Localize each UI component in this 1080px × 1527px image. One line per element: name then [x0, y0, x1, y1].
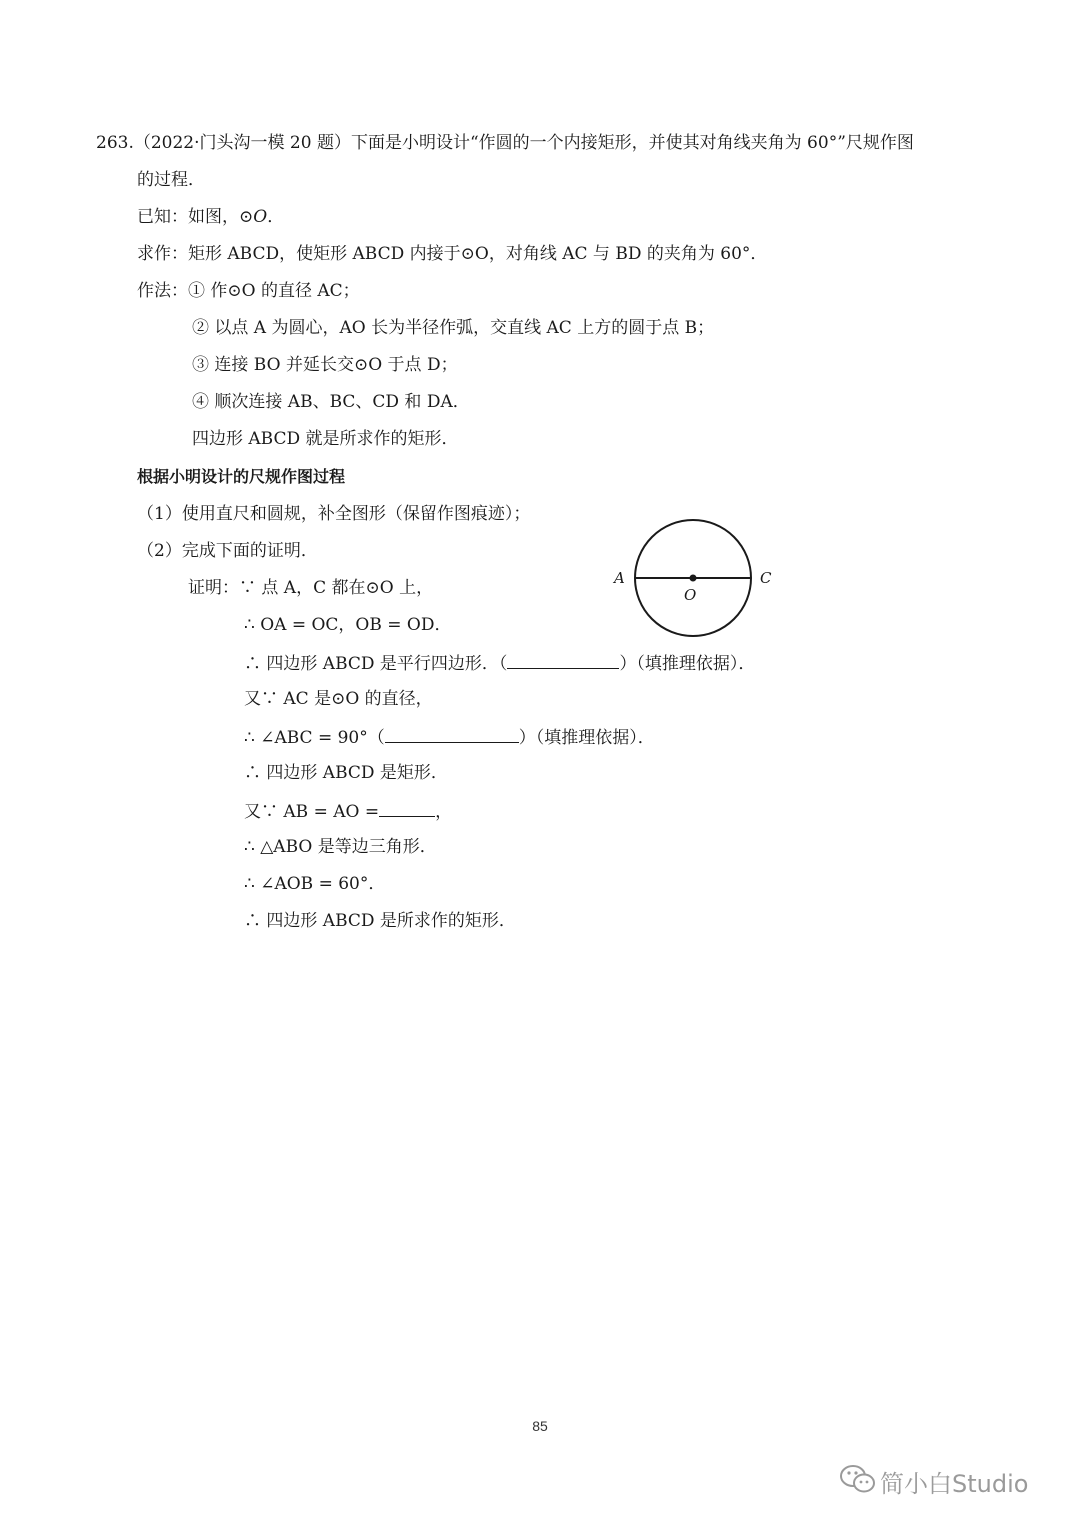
question-1: （1）使用直尺和圆规，补全图形（保留作图痕迹）； [137, 504, 531, 524]
method-conclusion: 四边形 ABCD 就是所求作的矩形． [192, 429, 459, 449]
proof-line-1: 证明：∵ 点 A，C 都在⊙O 上， [188, 578, 434, 598]
label-o: O [684, 586, 697, 604]
problem-intro-a: 下面是小明设计“作圆的一个内接矩形，并使其对角线夹角为 60°”尺规作图 [350, 133, 914, 153]
center-point [690, 575, 697, 582]
problem-line-1 [96, 131, 914, 155]
proof-line-4: 又∵ AC 是⊙O 的直径， [244, 689, 433, 709]
goal-line: 求作：矩形 ABCD，使矩形 ABCD 内接于⊙O，对角线 AC 与 BD 的夹角为 60°． [137, 244, 768, 264]
problem-number: 263. [96, 133, 134, 153]
method-step-3: ③ 连接 BO 并延长交⊙O 于点 D； [192, 355, 458, 375]
watermark [838, 1460, 1058, 1500]
proof-line-9: ∴ ∠AOB = 60°． [244, 874, 386, 894]
proof-line-2: ∴ OA = OC，OB = OD． [244, 615, 452, 635]
method-step-2: ② 以点 A 为圆心，AO 长为半径作弧，交直线 AC 上方的圆于点 B； [192, 318, 715, 338]
page-number: 85 [532, 1418, 548, 1434]
known-line: 已知：如图，⊙O． [137, 207, 285, 227]
label-c: C [760, 569, 772, 587]
problem-line-2: 的过程． [137, 170, 205, 190]
proof-line-6: ∴ 四边形 ABCD 是矩形． [244, 763, 448, 783]
answer-blank-3[interactable] [379, 798, 435, 817]
proof-line-5: ∴ ∠ABC = 90°（ ）（填推理依据）． [244, 724, 655, 750]
method-step-1: 作法：① 作⊙O 的直径 AC； [137, 281, 360, 301]
question-2: （2）完成下面的证明． [137, 541, 318, 561]
problem-source: （2022·门头沟一模 20 题） [133, 133, 351, 153]
proof-line-8: ∴ △ABO 是等边三角形． [244, 837, 437, 857]
circle-figure [600, 510, 800, 650]
method-label: 作法： [137, 281, 188, 301]
label-a: A [614, 569, 625, 587]
proof-line-7: 又∵ AB = AO = ， [244, 798, 452, 824]
proof-line-10: ∴ 四边形 ABCD 是所求作的矩形． [244, 911, 516, 931]
answer-blank-1[interactable] [507, 650, 619, 669]
answer-blank-2[interactable] [385, 724, 519, 743]
proof-line-3: ∴ 四边形 ABCD 是平行四边形．（ ）（填推理依据）． [244, 650, 755, 676]
method-step-4: ④ 顺次连接 AB、BC、CD 和 DA． [192, 392, 470, 412]
watermark-text: 简小白Studio [880, 1470, 1029, 1498]
chat-bubbles-icon [838, 1462, 878, 1496]
task-heading: 根据小明设计的尺规作图过程 [137, 467, 346, 486]
